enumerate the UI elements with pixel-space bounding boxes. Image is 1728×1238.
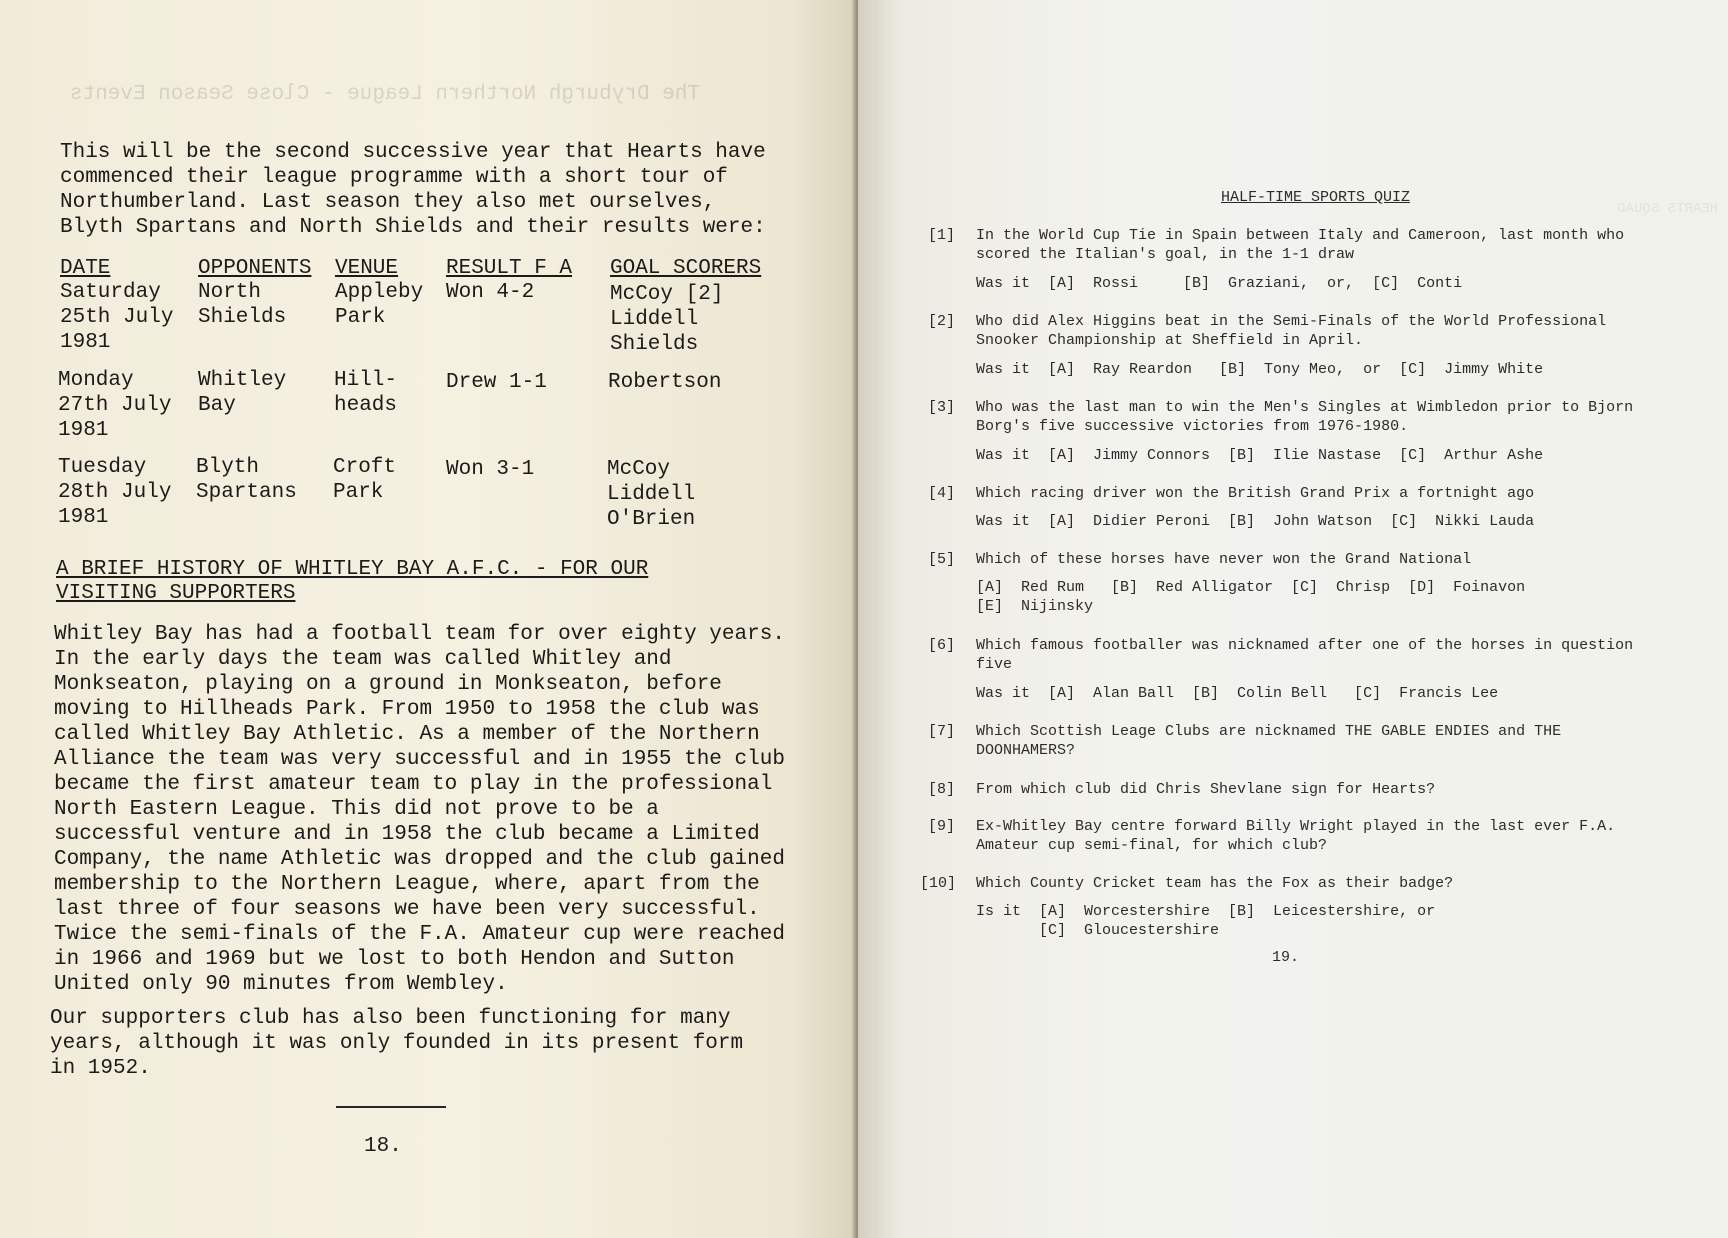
row1-venue-2: Park	[335, 306, 386, 329]
question-options: [A] Red Rum [B] Red Alligator [C] Chrisp [D] Foinavon	[976, 579, 1526, 596]
question-options: [C] Gloucestershire	[976, 922, 1220, 939]
question-text: Which famous footballer was nicknamed after one of the horses in question five	[976, 637, 1634, 673]
row3-date-2: 28th July	[58, 481, 172, 504]
history-paragraph-2: Our supporters club has also been functioning for many years, although it was only founded in its present form in 1952.	[50, 1007, 744, 1080]
row3-scorer-2: Liddell	[607, 483, 696, 506]
row1-venue-1: Appleby	[335, 281, 424, 304]
row1-scorer-3: Shields	[610, 333, 699, 356]
row2-result: Drew 1-1	[446, 371, 547, 394]
question-text: Which County Cricket team has the Fox as their badge?	[976, 875, 1454, 892]
question-options: Was it [A] Ray Reardon [B] Tony Meo, or [C] Jimmy White	[976, 361, 1544, 378]
col-venue: VENUE	[335, 257, 399, 280]
left-page	[0, 0, 858, 1238]
row2-date-1: Monday	[58, 369, 134, 392]
question-number: [1]	[928, 227, 956, 244]
question-number: [10]	[920, 875, 957, 892]
row3-date-3: 1981	[58, 506, 109, 529]
row3-opp-1: Blyth	[196, 456, 260, 479]
question-number: [6]	[928, 637, 956, 654]
question-text: Which racing driver won the British Grand Prix a fortnight ago	[976, 485, 1535, 502]
question-options: [E] Nijinsky	[976, 598, 1094, 615]
question-text: From which club did Chris Shevlane sign for Hearts?	[976, 781, 1436, 798]
row2-date-3: 1981	[58, 419, 109, 442]
question-number: [8]	[928, 781, 956, 798]
row2-scorer-1: Robertson	[608, 371, 722, 394]
right-page	[858, 0, 1728, 1238]
row1-scorer-2: Liddell	[610, 308, 699, 331]
page-number-left: 18.	[364, 1135, 402, 1158]
question-number: [7]	[928, 723, 956, 740]
row1-opp-1: North	[198, 281, 262, 304]
row3-venue-2: Park	[333, 481, 384, 504]
row1-result: Won 4-2	[446, 281, 535, 304]
question-text: Who was the last man to win the Men's Singles at Wimbledon prior to Bjorn Borg's five successive victories from 1976-1980.	[976, 399, 1634, 435]
row1-date-2: 25th July	[60, 306, 174, 329]
row3-date-1: Tuesday	[58, 456, 147, 479]
intro-paragraph: This will be the second successive year that Hearts have commenced their league programme with a short tour of Northumberland. Last season they also met ourselves, Blyth Spartans and North Shields and their results were:	[60, 141, 766, 239]
question-number: [3]	[928, 399, 956, 416]
show-through-left: The Dryburgh Northern League - Close Season Events	[69, 83, 700, 106]
history-paragraph-1: Whitley Bay has had a football team for over eighty years. In the early days the team was called Whitley and Monkseaton, playing on a ground in Monkseaton, before moving to Hillheads Park. From 1950 to 1958 the club was called Whitley Bay Athletic. As a member of the Northern Alliance the team was very successful and in 1955 the club became the first amateur team to play in the professional North Eastern League. This did not prove to be a successful venture and in 1958 the club became a Limited Company, the name Athletic was dropped and the club gained membership to the Northern League, where, apart from the last three of four seasons we have been very successful. Twice the semi-finals of the F.A. Amateur cup were reached in 1966 and 1969 but we lost to both Hendon and Sutton United only 90 minutes from Wembley.	[54, 623, 785, 996]
question-text: Who did Alex Higgins beat in the Semi-Finals of the World Professional Snooker Championship at Sheffield in April.	[976, 313, 1607, 349]
question-options: Was it [A] Rossi [B] Graziani, or, [C] Conti	[976, 275, 1463, 292]
row1-date-3: 1981	[60, 331, 111, 354]
col-date: DATE	[60, 257, 111, 280]
row1-scorer-1: McCoy [2]	[610, 283, 724, 306]
row3-opp-2: Spartans	[196, 481, 297, 504]
question-text: Which Scottish Leage Clubs are nicknamed THE GABLE ENDIES and THE DOONHAMERS?	[976, 723, 1562, 759]
row3-scorer-1: McCoy	[607, 458, 671, 481]
row3-venue-1: Croft	[333, 456, 397, 479]
row2-date-2: 27th July	[58, 394, 172, 417]
question-text: In the World Cup Tie in Spain between Italy and Cameroon, last month who scored the Italian's goal, in the 1-1 draw	[976, 227, 1625, 263]
page-number-right: 19.	[1272, 949, 1300, 966]
question-options: Is it [A] Worcestershire [B] Leicestershire, or	[976, 903, 1436, 920]
history-heading-line2: VISITING SUPPORTERS	[56, 582, 296, 605]
col-result: RESULT F A	[446, 257, 573, 280]
row2-venue-2: heads	[334, 394, 398, 417]
row2-opp-2: Bay	[198, 394, 236, 417]
col-scorers: GOAL SCORERS	[610, 257, 762, 280]
question-options: Was it [A] Alan Ball [B] Colin Bell [C] Francis Lee	[976, 685, 1499, 702]
row3-scorer-3: O'Brien	[607, 508, 696, 531]
question-number: [2]	[928, 313, 956, 330]
question-number: [5]	[928, 551, 956, 568]
quiz-title: HALF-TIME SPORTS QUIZ	[1221, 189, 1411, 206]
question-options: Was it [A] Didier Peroni [B] John Watson [C] Nikki Lauda	[976, 513, 1535, 530]
divider-line	[336, 1106, 446, 1108]
row3-result: Won 3-1	[446, 458, 535, 481]
question-text: Ex-Whitley Bay centre forward Billy Wright played in the last ever F.A. Amateur cup semi-final, for which club?	[976, 818, 1616, 854]
question-text: Which of these horses have never won the Grand National	[976, 551, 1472, 568]
question-number: [4]	[928, 485, 956, 502]
row2-venue-1: Hill-	[334, 369, 398, 392]
question-options: Was it [A] Jimmy Connors [B] Ilie Nastase [C] Arthur Ashe	[976, 447, 1544, 464]
history-heading-line1: A BRIEF HISTORY OF WHITLEY BAY A.F.C. - FOR OUR	[56, 558, 649, 581]
question-number: [9]	[928, 818, 956, 835]
col-opponents: OPPONENTS	[198, 257, 312, 280]
row2-opp-1: Whitley	[198, 369, 287, 392]
row1-date-1: Saturday	[60, 281, 161, 304]
show-through-right: HEARTS SQUAD	[1617, 201, 1718, 217]
row1-opp-2: Shields	[198, 306, 287, 329]
